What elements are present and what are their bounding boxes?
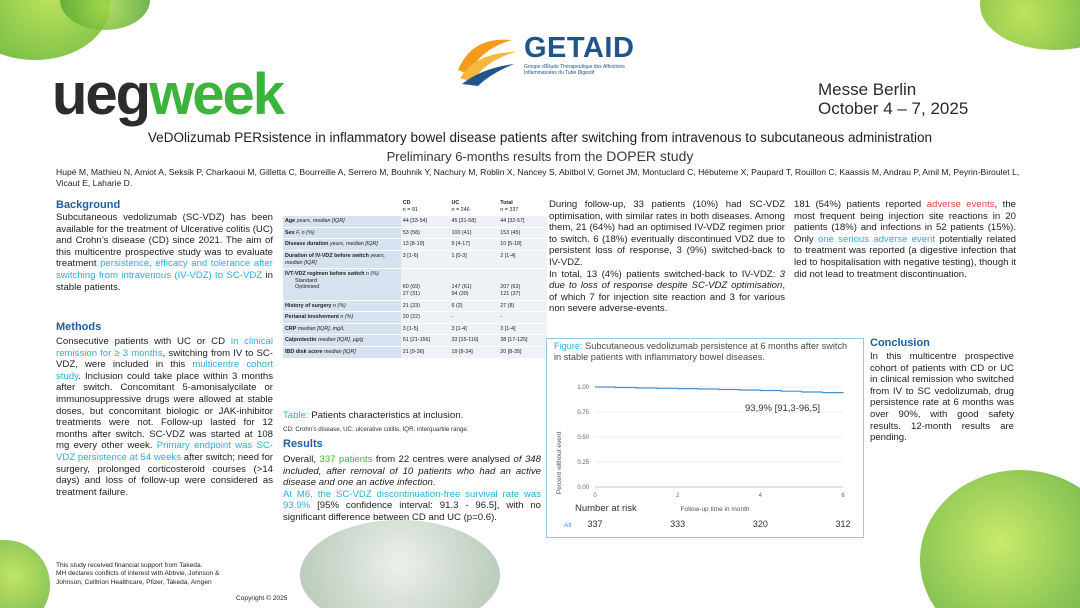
table-row: Disease duration years, median [IQR] 13 [8-19] 9 [4-17] 10 [5-18] — [283, 239, 547, 251]
safety-text-2: , the most frequent being injection site reactions in 20 patients (18%) and infections in 52 patients (15%). Only — [794, 199, 1016, 245]
chart-grid — [595, 387, 843, 487]
table-row: CRP median [IQR], mg/L 3 [1-5] 3 [1-4] 3 [1-4] — [283, 323, 547, 335]
x-axis-label: Follow-up time in month — [680, 506, 750, 513]
table-row: Sex F, n (%) 53 (58) 100 (41) 153 (45) — [283, 227, 547, 239]
authors: Hupé M, Mathieu N, Amiot A, Seksik P, Charkaoui M, Gilletta C, Bourreille A, Serrero M, Bouhnik Y, Nachury M, Roblin X, Nancey S, Abitbol V, Gornet JM, Montuclard C, Hébuterne X, Paupard T, Rouillon C, Kaassis M, Andrau P, Amil M, Peyrin-Biroulet L, Vicaut E, Laharie D. — [56, 167, 1020, 188]
ueg-week-logo — [52, 62, 284, 127]
decor-top-right — [980, 0, 1080, 50]
results-italic: of 348 included, after removal of 10 patients who had an active disease and one an active infection. — [283, 454, 541, 489]
table-row: History of surgery n (%) 21 (23) 6 (2) 27 (8) — [283, 300, 547, 312]
background-text-1: Subcutaneous vedolizumab (SC-VDZ) has been available for the treatment of Ulcerative colitis (UC) and Crohn’s disease (CD) since 2021. The aim of this multicentre prospective study was to evaluate treatment — [56, 212, 273, 270]
safety-text-3: potentially related to treatment was reported (a digestive infection that led to hospitalisation with negative testing), though it did not lead to treatment discontinuation. — [794, 233, 1016, 280]
x-tick-label: 0 — [593, 493, 597, 499]
logo-ueg: ueg — [52, 62, 150, 127]
methods-highlight-3: Primary endpoint was SC-VDZ persistence at 54 weeks — [56, 440, 274, 463]
poster-title: VeDOlizumab PERsistence in inflammatory bowel disease patients after switching from intravenous to subcutaneous administration — [147, 130, 933, 145]
survival-curve — [595, 387, 843, 393]
survival-annotation: 93,9% [91,3-96,5] — [745, 403, 820, 414]
methods-text-1: Consecutive patients with UC or CD — [56, 336, 231, 347]
risk-table-value: 337 — [587, 519, 603, 529]
results-text — [283, 454, 541, 524]
y-tick-label: 0.00 — [577, 485, 589, 491]
getaid-logo — [452, 30, 652, 90]
table-caption — [283, 410, 463, 421]
x-tick-label: 6 — [841, 493, 845, 499]
methods-text — [56, 336, 273, 498]
table-col-total: Total n = 337 — [498, 198, 547, 216]
copyright: Copyright © 2025 — [236, 595, 288, 602]
methods-highlight-2: multicentre cohort study — [56, 359, 274, 382]
table-note: CD: Crohn’s disease, UC: ulcerative colitis, IQR: interquartile range. — [283, 426, 469, 433]
funding-text: This study received financial support from Takeda. — [56, 562, 203, 569]
decor-bottom-right — [920, 470, 1080, 608]
risk-table-value: 320 — [752, 519, 768, 529]
followup-paragraph-1: During follow-up, 33 patients (10%) had SC-VDZ optimisation, with similar rates in both diseases. Among them, 21 (64%) had an optimised IV-VDZ regimen prior to switch. 6 (18%) eventually discontinued VDZ due to persistent loss of response, 3 (9%) switched-back to IV-VDZ. — [549, 199, 785, 268]
methods-highlight-1: in clinical remission for ≥ 3 months — [56, 336, 273, 359]
characteristics-table — [283, 198, 547, 359]
decor-bottom-center — [300, 520, 500, 608]
funding-note — [56, 562, 236, 587]
results-text-2: from 22 centres were analysed — [372, 454, 514, 465]
methods-heading: Methods — [56, 321, 102, 333]
results-text-1: Overall, — [283, 454, 320, 465]
y-axis-label: Percent without event — [556, 431, 563, 495]
risk-table-title: Number at risk — [575, 503, 637, 514]
safety-highlight-2: one serious adverse event — [817, 233, 936, 245]
background-text-2: in stable patients. — [56, 269, 273, 293]
table-caption-label: Table: — [283, 410, 309, 421]
figure-caption-label: Figure: — [554, 341, 583, 351]
methods-text-2: , switching from IV to SC-VDZ, were included in this — [56, 347, 273, 371]
getaid-subtitle: Groupe d'Étude Thérapeutique des Affections Inflammatoires du Tube Digestif — [524, 64, 625, 76]
figure-caption-text: Subcutaneous vedolizumab persistence at 6 months after switch in stable patients with inflammatory bowel diseases. — [554, 341, 848, 363]
y-axis-ticks — [577, 385, 589, 491]
background-heading: Background — [56, 199, 121, 211]
getaid-swoosh-icon — [452, 30, 520, 88]
y-tick-label: 1.00 — [577, 385, 589, 391]
x-tick-label: 4 — [758, 493, 763, 499]
table-row: IBD disk score median [IQR] 21 [9-36] 19 [8-34] 20 [8-35] — [283, 346, 547, 358]
x-axis-ticks — [593, 493, 845, 499]
followup-text — [549, 199, 785, 315]
table-row: Age years, median [IQR] 44 [33-54] 45 [31-58] 44 [32-57] — [283, 216, 547, 228]
results-highlight-2: At M6, the SC-VDZ discontinuation-free survival rate was 93.9% — [283, 488, 541, 512]
characteristics-table-box — [283, 198, 547, 359]
survival-figure — [546, 338, 864, 538]
getaid-name: GETAID — [524, 32, 635, 64]
safety-highlight-1: adverse events — [926, 199, 995, 210]
x-tick-label: 2 — [675, 493, 680, 499]
methods-text-3: . Inclusion could take place within 3 months after switch. Concomitant 5-amonisalycilate or immunosuppressive drugs were allowed at stable doses, but concomitant biologic or JAK-inhibitor treatments were not. Follow-up lasted for 12 months after switch. SC-VDZ was started at 108 mg every other week. — [56, 370, 273, 452]
venue-line-2: October 4 – 7, 2025 — [818, 99, 969, 118]
safety-text-1: 181 (54%) patients reported — [794, 199, 927, 210]
risk-table-value: 312 — [835, 519, 851, 529]
decor-bottom-left — [0, 540, 50, 608]
results-heading: Results — [283, 438, 323, 450]
table-row: Calprotectin median [IQR], µg/g 51 [21-156] 33 [15-116] 38 [17-125] — [283, 335, 547, 347]
conflicts-text: MH declares conflicts of interest with Abbvie, Johnson & Johnson, Celltrion Healthcare, Pfizer, Takeda, Amgen — [56, 570, 220, 586]
table-header-row — [283, 198, 547, 216]
methods-text-4: after switch; need for surgery, prolonged corticosteroid courses (>14 days) and loss of follow-up were considered as treatment failure. — [56, 451, 273, 498]
results-highlight-1: 337 patients — [319, 454, 373, 465]
km-chart — [547, 339, 863, 537]
logo-week: week — [149, 62, 284, 127]
background-text — [56, 212, 273, 293]
risk-table-values — [587, 519, 850, 529]
risk-table-value: 333 — [670, 519, 686, 529]
results-text-3: [95% confidence interval: 91.3 - 96.5], with no significant difference between CD and UC (p=0.6). — [283, 500, 541, 523]
table-row: Duration of IV-VDZ before switch years, median [IQR] 3 [1-6] 1 [0-3] 2 [1-4] — [283, 250, 547, 268]
followup-paragraph-2: In total, 13 (4%) patients switched-back to IV-VDZ: 3 due to loss of response despite SC-VDZ optimisation, of which 7 for injection site reaction and 3 for various non severe adverse-events. — [549, 268, 785, 315]
conclusion-heading: Conclusion — [870, 337, 930, 349]
venue — [818, 80, 968, 118]
table-row-regimen: IVT-VDZ regimen before switch n (%) Standard Optimised 60 (69) 27 (31) 147 (61) 94 (39) 207 (63) 121 (37) — [283, 269, 547, 300]
background-highlight: persistence, efficacy and tolerance after switching from intravenous (IV-VDZ) to SC-VDZ — [56, 258, 273, 281]
y-tick-label: 0.25 — [577, 460, 589, 466]
table-caption-text: Patients characteristics at inclusion. — [308, 410, 464, 421]
safety-text — [794, 199, 1016, 280]
subtitle-prefix: Preliminary 6-months results from the — [386, 149, 607, 164]
table-col-uc: UC n = 246 — [450, 198, 499, 216]
conclusion-text: In this multicentre prospective cohort of patients with CD or UC in clinical remission who switched from IV to SC vedolizumab, drug persistence rate at 6 months was over 90%, with good safety results. 12-month results are pending. — [870, 351, 1014, 444]
y-tick-label: 0.50 — [577, 435, 589, 441]
risk-table-label: All — [564, 522, 572, 529]
y-tick-label: 0.75 — [577, 410, 589, 416]
table-col-cd: CD n = 91 — [401, 198, 450, 216]
subtitle-study: DOPER study — [606, 148, 694, 164]
venue-line-1: Messe Berlin — [818, 80, 917, 99]
poster-subtitle — [60, 148, 1020, 164]
table-row: Perianal involvement n (%) 20 (22) - - — [283, 312, 547, 324]
